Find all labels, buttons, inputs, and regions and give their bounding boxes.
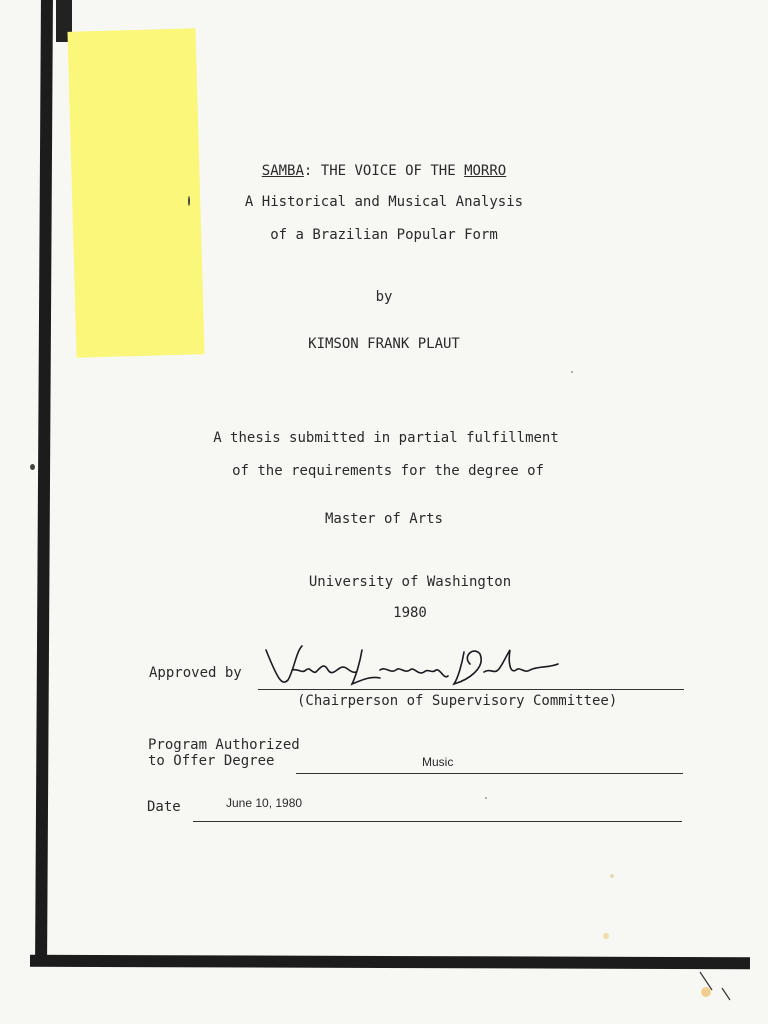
thesis-statement-1: A thesis submitted in partial fulfillment <box>213 430 559 446</box>
thesis-year: 1980 <box>393 605 427 621</box>
subtitle-line-1: A Historical and Musical Analysis <box>244 194 524 210</box>
university-name: University of Washington <box>308 574 512 590</box>
title-samba: SAMBA <box>261 163 304 179</box>
chairperson-caption: (Chairperson of Supervisory Committee) <box>297 693 618 709</box>
by-label: by <box>375 289 393 305</box>
thesis-statement-2: of the requirements for the degree of <box>232 463 544 479</box>
program-value: Music <box>422 755 454 769</box>
date-value: June 10, 1980 <box>226 796 303 810</box>
degree-name: Master of Arts <box>324 511 443 527</box>
approved-by-label: Approved by <box>149 665 242 681</box>
title-middle: : THE VOICE OF THE <box>303 163 465 179</box>
program-label-line-2: to Offer Degree <box>148 753 275 769</box>
program-label-line-1: Program Authorized <box>148 737 300 753</box>
author-name: KIMSON FRANK PLAUT <box>308 336 460 352</box>
title-morro: MORRO <box>464 163 507 179</box>
subtitle-line-2: of a Brazilian Popular Form <box>270 227 498 243</box>
date-label: Date <box>147 799 181 815</box>
